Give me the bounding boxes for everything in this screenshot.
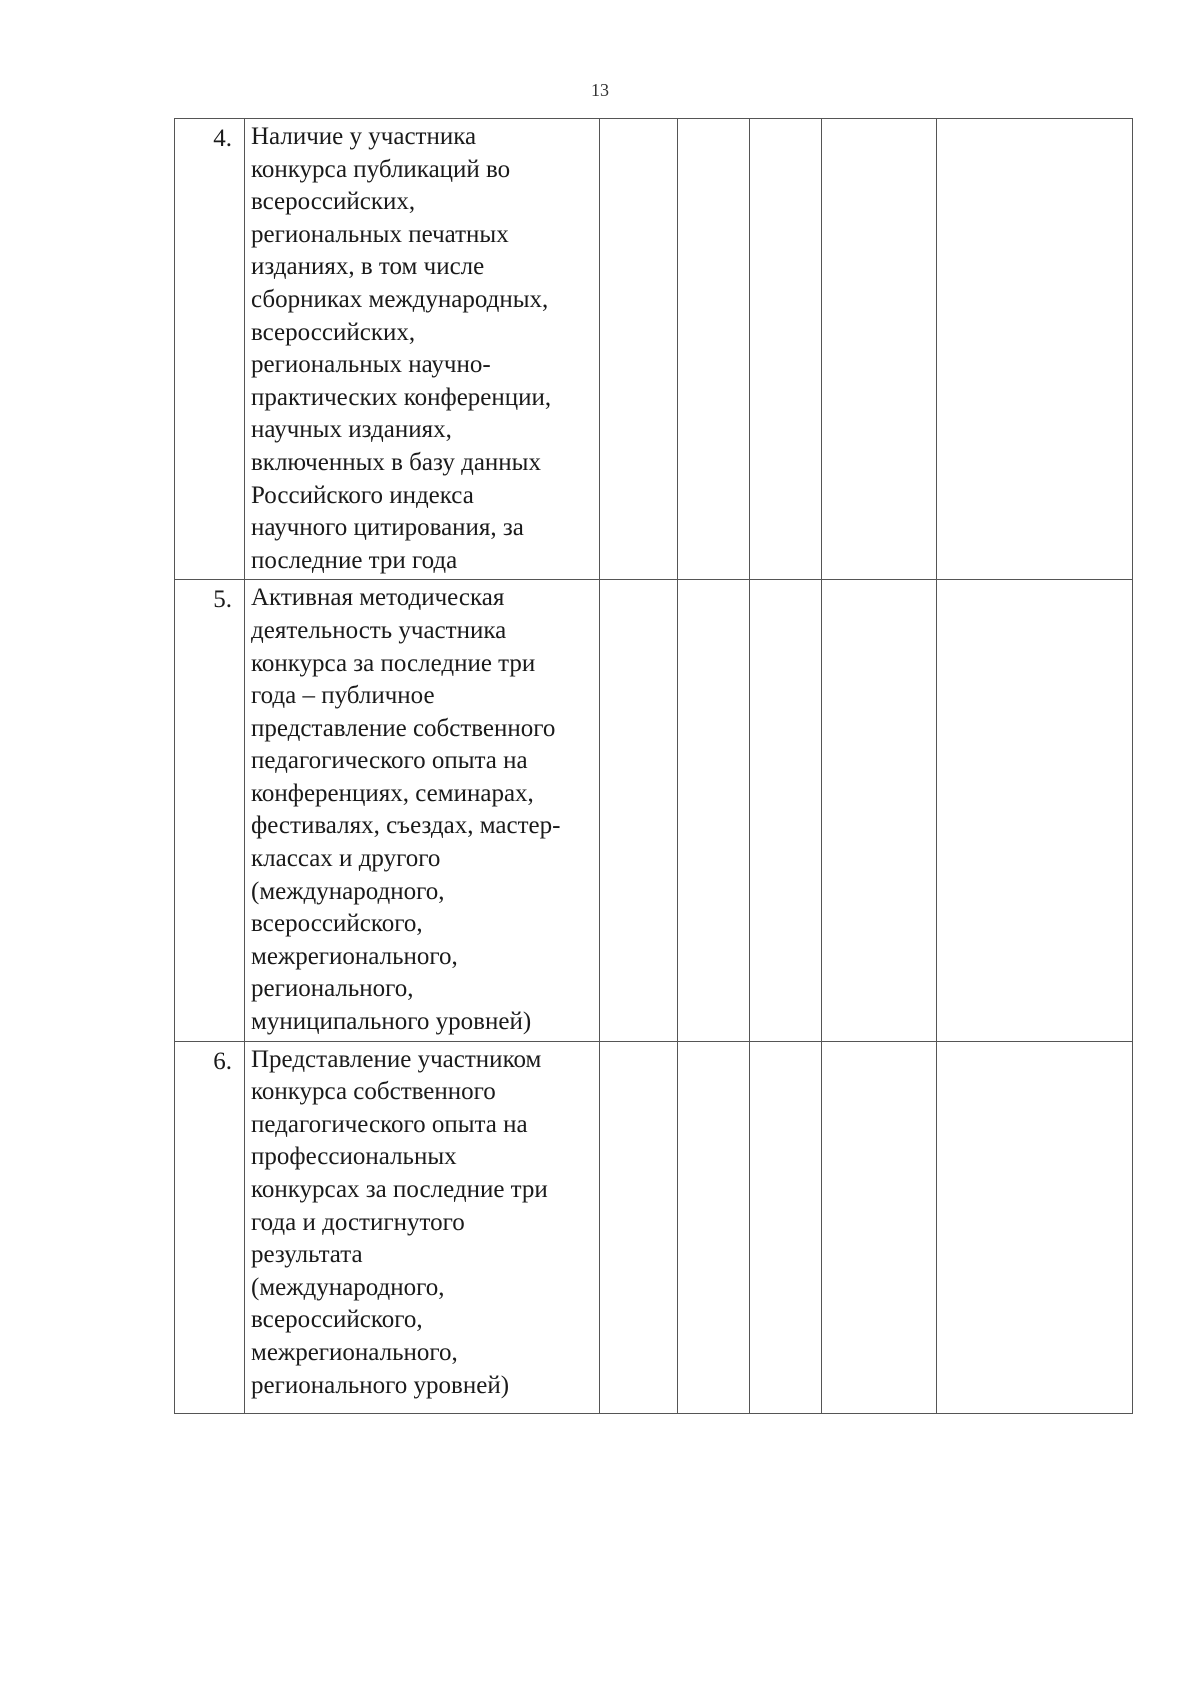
empty-score-cell: [822, 1041, 937, 1413]
criterion-line: межрегионального,: [251, 1338, 458, 1366]
empty-score-cell: [822, 580, 937, 1041]
criterion-line: конкурсах за последние три: [251, 1176, 548, 1203]
criterion-line: фестивалях, съездах, мастер-: [251, 812, 561, 840]
empty-score-cell: [600, 580, 678, 1041]
criterion-line: педагогического опыта на: [251, 1110, 528, 1138]
criterion-line: Активная методическая: [251, 584, 505, 612]
empty-score-cell: [678, 1041, 750, 1413]
criterion-number: 6.: [175, 1041, 245, 1413]
criterion-line: всероссийского,: [251, 910, 423, 938]
criterion-line: Наличие у участника: [251, 123, 477, 150]
empty-score-cell: [937, 580, 1133, 1041]
criterion-number: 4.: [175, 119, 245, 580]
empty-score-cell: [678, 119, 750, 580]
criterion-line: всероссийских,: [251, 318, 416, 346]
criterion-line: конкурса за последние три: [251, 649, 536, 677]
criteria-table-wrapper: [174, 118, 1132, 1414]
criterion-description: [245, 1041, 600, 1413]
criterion-line: представление собственного: [251, 714, 556, 742]
criterion-line: педагогического опыта на: [251, 747, 528, 775]
criterion-line: Российского индекса: [251, 481, 474, 509]
criterion-line: сборниках международных,: [251, 285, 549, 313]
criterion-line: результата: [251, 1241, 363, 1269]
empty-score-cell: [678, 580, 750, 1041]
empty-score-cell: [822, 119, 937, 580]
empty-score-cell: [750, 580, 822, 1041]
criterion-line: научных изданиях,: [251, 416, 452, 444]
criterion-line: регионального,: [251, 975, 414, 1003]
table-row: [175, 1041, 1133, 1413]
criterion-number: 5.: [175, 580, 245, 1041]
table-row: [175, 119, 1133, 580]
empty-score-cell: [750, 1041, 822, 1413]
criterion-line: региональных печатных: [251, 220, 509, 248]
criteria-table: [174, 118, 1133, 1414]
criterion-description: [245, 119, 600, 580]
criterion-line: практических конференции,: [251, 383, 552, 411]
criteria-table-body: [175, 119, 1133, 1414]
criterion-line: регионального уровней): [251, 1371, 510, 1399]
criterion-line: всероссийских,: [251, 188, 416, 216]
criterion-line: последние три года: [251, 546, 458, 574]
criterion-line: изданиях, в том числе: [251, 253, 485, 281]
page-number: 13: [591, 80, 609, 100]
criterion-line: (международного,: [251, 1273, 445, 1301]
criterion-line: деятельность участника: [251, 616, 507, 644]
criterion-description: [245, 580, 600, 1041]
empty-score-cell: [600, 119, 678, 580]
criterion-line: классах и другого: [251, 845, 441, 873]
criterion-line: включенных в базу данных: [251, 448, 541, 476]
empty-score-cell: [600, 1041, 678, 1413]
criterion-line: всероссийского,: [251, 1306, 423, 1334]
criterion-line: научного цитирования, за: [251, 514, 524, 542]
criterion-line: (международного,: [251, 877, 445, 905]
criterion-line: региональных научно-: [251, 351, 491, 379]
empty-score-cell: [750, 119, 822, 580]
criterion-line: профессиональных: [251, 1143, 457, 1171]
empty-score-cell: [937, 119, 1133, 580]
criterion-line: конференциях, семинарах,: [251, 779, 534, 807]
criterion-line: Представление участником: [251, 1045, 542, 1073]
criterion-line: года и достигнутого: [251, 1208, 465, 1236]
table-row: [175, 580, 1133, 1041]
criterion-line: муниципального уровней): [251, 1008, 532, 1036]
criterion-line: межрегионального,: [251, 942, 458, 970]
criterion-line: конкурса публикаций во: [251, 155, 511, 183]
criterion-line: года – публичное: [251, 682, 435, 710]
criterion-line: конкурса собственного: [251, 1078, 496, 1106]
empty-score-cell: [937, 1041, 1133, 1413]
